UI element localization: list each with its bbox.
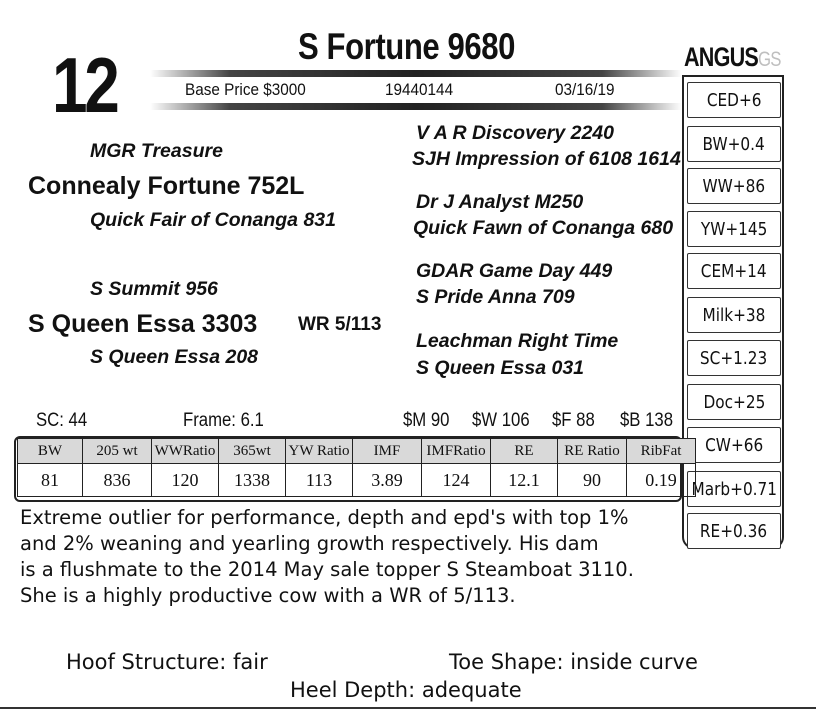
performance-value-cell: 113 [286,464,353,497]
performance-value-cell: 124 [422,464,491,497]
epd-box [687,297,781,333]
description-line: is a flushmate to the 2014 May sale topper S Steamboat 3110. [20,558,634,581]
epd-value: CW+66 [704,434,764,456]
epd-value: CEM+14 [701,260,767,282]
scrotal-circumference: SC: 44 [36,410,88,431]
epd-box [687,427,781,463]
performance-value-row [18,464,696,497]
pedigree-dam-dam-sire: Leachman Right Time [416,330,619,352]
epd-value: YW+145 [700,218,768,240]
epd-value: Milk+38 [702,304,766,326]
base-price: Base Price $3000 [185,80,306,99]
epd-box [687,471,781,507]
epd-value: RE+0.36 [700,520,768,542]
index-m: $M 90 [403,410,450,431]
performance-value-cell: 12.1 [491,464,558,497]
heel-depth: Heel Depth: adequate [290,678,522,702]
description-line: Extreme outlier for performance, depth and epd's with top 1% [20,506,629,529]
performance-header-row [18,439,696,464]
epd-box [687,384,781,420]
index-b: $B 138 [620,410,674,431]
description-line: She is a highly productive cow with a WR of 5/113. [20,584,516,607]
performance-value-cell: 0.19 [627,464,696,497]
pedigree-dam: S Queen Essa 3303 [28,310,258,338]
birth-date: 03/16/19 [555,80,615,99]
epd-value: CED+6 [706,89,762,111]
frame-score: Frame: 6.1 [183,410,264,431]
performance-header-cell: IMFRatio [422,439,491,464]
performance-header-cell: RE [491,439,558,464]
description-line: and 2% weaning and yearling growth respectively. His dam [20,532,599,555]
performance-value-cell: 3.89 [353,464,422,497]
performance-header-cell: WWRatio [152,439,219,464]
epd-value: Marb+0.71 [691,478,777,500]
pedigree-dam-dam-dam: S Queen Essa 031 [416,357,585,379]
epd-box [687,253,781,289]
registration-number: 19440144 [385,80,454,99]
performance-table [17,438,696,497]
performance-value-cell: 836 [83,464,152,497]
hoof-structure: Hoof Structure: fair [66,650,268,674]
performance-value-cell: 90 [558,464,627,497]
pedigree-sire: Connealy Fortune 752L [28,172,305,200]
description [20,505,680,609]
epd-value: Doc+25 [703,391,765,413]
performance-header-cell: IMF [353,439,422,464]
dam-weaning-ratio: WR 5/113 [298,314,382,335]
header-rule-top [150,70,682,77]
pedigree-dam-sire-sire: GDAR Game Day 449 [416,260,613,282]
performance-value-cell: 81 [18,464,83,497]
header-rule-bottom [150,103,682,110]
performance-header-cell: YW Ratio [286,439,353,464]
epd-value: WW+86 [702,175,766,197]
toe-shape: Toe Shape: inside curve [449,650,698,674]
epd-value: SC+1.23 [700,347,768,369]
pedigree-dam-dam: S Queen Essa 208 [90,346,259,368]
pedigree-dam-sire-dam: S Pride Anna 709 [416,286,575,308]
epd-box [687,168,781,204]
performance-header-cell: RE Ratio [558,439,627,464]
epd-box [687,82,781,118]
pedigree-sire-sire-dam: SJH Impression of 6108 1614 [412,148,681,170]
performance-header-cell: RibFat [627,439,696,464]
pedigree-sire-dam: Quick Fair of Conanga 831 [90,209,336,231]
lot-number: 12 [52,41,117,129]
pedigree-sire-dam-sire: Dr J Analyst M250 [416,191,584,213]
animal-name: S Fortune 9680 [298,26,515,67]
angus-logo: ANGUSGS [684,42,781,72]
index-w: $W 106 [472,410,530,431]
epd-box [687,340,781,376]
performance-value-cell: 120 [152,464,219,497]
epd-box [687,513,781,549]
pedigree-sire-dam-dam: Quick Fawn of Conanga 680 [413,217,674,239]
epd-box [687,126,781,162]
epd-value: BW+0.4 [702,133,766,155]
bottom-rule [0,707,816,709]
pedigree-sire-sire-sire: V A R Discovery 2240 [416,122,614,144]
pedigree-dam-sire: S Summit 956 [90,278,218,300]
epd-box [687,211,781,247]
performance-header-cell: 365wt [219,439,286,464]
pedigree-sire-sire: MGR Treasure [90,140,223,162]
performance-value-cell: 1338 [219,464,286,497]
performance-header-cell: 205 wt [83,439,152,464]
index-f: $F 88 [552,410,595,431]
performance-header-cell: BW [18,439,83,464]
